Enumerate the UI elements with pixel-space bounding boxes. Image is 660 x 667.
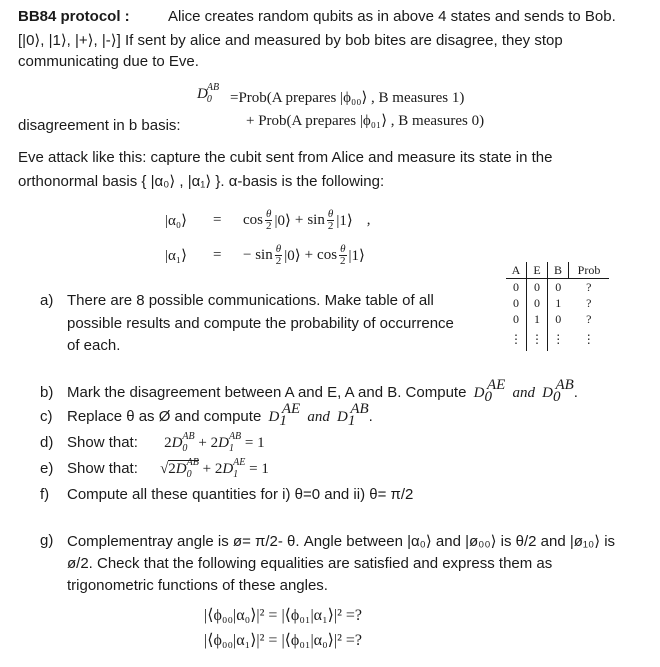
table-cell: 0	[513, 312, 519, 326]
table-cell: ⋮	[510, 332, 522, 346]
item-a-line-3: of each.	[67, 337, 121, 354]
table-cell: ⋮	[548, 327, 569, 351]
item-a-line-2: possible results and compute the probability of occurrence	[67, 315, 454, 332]
theta-over-2: $\frac{\theta}{2}$	[266, 207, 272, 232]
ket-1: |1⟩	[336, 212, 353, 229]
theta-over-2: $\frac{\theta}{2}$	[275, 242, 282, 267]
g-equation-1: |⟨ϕ₀₀|α₀⟩|² = |⟨ϕ₀₁|α₁⟩|² =?	[204, 607, 363, 624]
intro-line-2: [|0⟩, |1⟩, |+⟩, |-⟩] If sent by alice and measured by bob bites are disagree, they stop	[18, 32, 563, 49]
table-header-row	[506, 262, 609, 279]
cos-term: cos	[317, 246, 338, 263]
item-a-line-1: There are 8 possible communications. Make table of all	[67, 292, 434, 309]
table-cell: ?	[586, 280, 592, 294]
item-e-text: Show that: $√2D_0^{AB} + 2D_1^{AE} = 1$	[67, 457, 269, 480]
item-f-label: f)	[40, 486, 50, 503]
table-cell: 0	[527, 295, 548, 311]
sin-term: sin	[307, 211, 325, 228]
table-cell: 0	[513, 296, 519, 310]
cos-term: cos	[243, 211, 263, 228]
item-e-eq: = 1	[249, 461, 269, 477]
plus-sign: +	[304, 246, 314, 263]
table-cell: ⋮	[582, 332, 595, 346]
table-cell: 1	[548, 295, 569, 311]
theta-over-2: $\frac{\theta}{2}$	[327, 207, 334, 232]
disagreement-label: disagreement in b basis:	[18, 117, 181, 134]
comma: ,	[366, 211, 371, 228]
table-cell: ?	[586, 296, 592, 310]
item-g-line-3: trigonometric functions of these angles.	[67, 577, 328, 594]
table-cell: 0	[548, 279, 569, 296]
alpha0-equation	[165, 204, 370, 236]
plus-sign: +	[294, 211, 304, 228]
page-title: BB84 protocol :	[18, 8, 130, 25]
item-b-body: Mark the disagreement between A and E, A and B. Compute	[67, 384, 467, 401]
item-d-eq: = 1	[244, 435, 265, 451]
results-table	[506, 262, 609, 351]
item-c-and: and	[307, 409, 330, 425]
ket-0: |0⟩	[274, 212, 291, 229]
minus-sin-term: − sin	[243, 246, 273, 263]
item-c-label: c)	[40, 408, 53, 425]
ket-1: |1⟩	[348, 247, 365, 264]
item-a-label: a)	[40, 292, 54, 309]
alpha1-equation	[165, 239, 365, 271]
table-cell: 0	[513, 280, 519, 294]
table-header-cell: E	[527, 262, 548, 279]
item-c-body: Replace θ as Ø and compute	[67, 408, 262, 425]
item-d-label: d)	[40, 434, 54, 451]
theta-over-2: $\frac{\theta}{2}$	[340, 242, 346, 267]
ket-0: |0⟩	[284, 247, 301, 264]
table-cell: ⋮	[527, 327, 548, 351]
disagreement-eq-line-1: =Prob(A prepares |ϕ₀₀⟩ , B measures 1)	[230, 90, 465, 106]
table-cell: 1	[527, 311, 548, 327]
table-row	[506, 279, 609, 296]
item-g-line-2: ø/2. Check that the following equalities are satisfied and express them as	[67, 555, 553, 572]
equals-sign: =	[213, 246, 222, 263]
item-g-line-1: Complementray angle is ø= π/2- θ. Angle between |α₀⟩ and |ø₀₀⟩ is θ/2 and |ø₁₀⟩ is	[67, 533, 616, 550]
d0ab-symbol: $D_0^{AB}$	[197, 82, 220, 105]
item-d-text: Show that: $2D_0^{AB} + 2D_1^{AB} = 1$	[67, 431, 265, 454]
table-header-cell: B	[548, 262, 569, 279]
item-b-and: and	[512, 385, 535, 401]
item-b-label: b)	[40, 384, 54, 401]
item-c-text: Replace θ as Ø and compute $D_1^{AE}$ and $D_1^{AB}$.	[67, 401, 373, 429]
table-cell: 0	[527, 279, 548, 296]
table-row	[506, 327, 609, 351]
item-e-body: Show that:	[67, 460, 138, 477]
table-header-cell: A	[506, 262, 527, 279]
disagreement-eq-line-2: + Prob(A prepares |ϕ₀₁⟩ , B measures 0)	[246, 113, 485, 129]
table-row	[506, 311, 609, 327]
g-equation-2: |⟨ϕ₀₀|α₁⟩|² = |⟨ϕ₀₁|α₀⟩|² =?	[204, 632, 363, 649]
table-row	[506, 295, 609, 311]
table-cell: 0	[548, 311, 569, 327]
equals-sign: =	[213, 211, 222, 228]
item-g-label: g)	[40, 532, 54, 549]
item-e-label: e)	[40, 460, 54, 477]
item-d-body: Show that:	[67, 434, 138, 451]
item-b-text: Mark the disagreement between A and E, A and B. Compute $D_0^{AE}$ and $D_0^{AB}$.	[67, 377, 578, 405]
table-cell: ?	[586, 312, 592, 326]
eve-line-1: Eve attack like this: capture the cubit sent from Alice and measure its state in the	[18, 149, 553, 166]
alpha0-ket: |α₀⟩	[165, 212, 187, 229]
intro-line-1: Alice creates random qubits as in above 4 states and sends to Bob.	[168, 8, 616, 25]
intro-line-3: communicating due to Eve.	[18, 53, 199, 70]
item-f-text: Compute all these quantities for i) θ=0 and ii) θ= π/2	[67, 486, 414, 503]
table-header-cell: Prob	[569, 262, 610, 279]
eve-line-2: orthonormal basis { |α₀⟩ , |α₁⟩ }. α-basis is the following:	[18, 173, 385, 190]
sqrt-symbol: √	[160, 461, 169, 477]
alpha1-ket: |α₁⟩	[165, 247, 187, 264]
